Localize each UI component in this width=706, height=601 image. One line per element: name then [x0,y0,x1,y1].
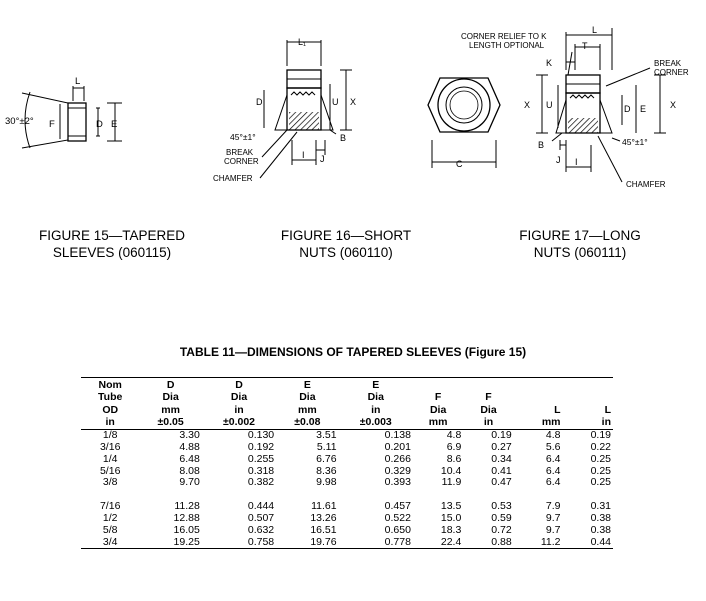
table-cell: 0.266 [384,452,411,465]
figures-drawing [0,0,706,200]
column-header-line: mm [541,415,561,428]
fig15-f-label: F [49,119,55,130]
table-cell: 1/4 [102,452,118,465]
column-header-line [565,392,611,404]
table-cell: 19.76 [276,537,338,549]
table-cell: 18.3 [440,523,462,536]
table-cell: 0.758 [202,537,276,549]
fig15-e-label: E [111,119,118,130]
column-header-line: Dia [367,391,384,404]
column-header-line: L [554,403,561,416]
table-cell: 0.457 [384,500,411,513]
fig17-b-label: B [538,140,545,150]
column-header-line: Dia [230,391,248,404]
table-cell: 8.08 [179,464,200,477]
column-header [514,378,563,430]
table-cell: 0.632 [247,523,275,536]
column-header-line: ±0.003 [359,415,392,428]
fig16-l1-label: L₁ [298,37,307,47]
figure-16-caption [268,227,424,261]
column-header-line: F [485,391,492,404]
table-cell: 6.4 [545,464,561,477]
column-header-line: Dia [429,403,447,416]
table-cell: 5.6 [545,440,561,453]
fig17-l-label: L [592,25,598,35]
table-cell: 0.22 [590,440,611,453]
table-row [81,442,613,454]
table-cell: 0.382 [247,476,275,489]
figure-16-drawing [260,40,352,178]
column-header-line: in [483,415,494,428]
column-header [202,378,276,430]
table-cell: 0.25 [590,452,611,465]
column-header-line: in [105,415,115,428]
table-cell: 22.4 [413,537,463,549]
table-row [81,489,613,513]
table-cell: 0.255 [247,452,275,465]
table-cell: 0.53 [491,500,512,513]
column-header-line [565,380,611,392]
column-header-line: Nom [98,379,122,391]
table-cell: 3/8 [102,476,118,489]
table-cell: 0.507 [247,511,275,524]
table-cell: 16.51 [310,523,337,536]
table-cell: 0.130 [247,429,275,442]
table-header [81,378,613,430]
table-row [81,454,613,466]
fig16-angle-label: 45°±1° [230,132,256,142]
table-cell: 9.7 [545,523,561,536]
table-cell: 0.27 [491,440,512,453]
hex-c-label: C [456,159,463,169]
table-cell: 11.61 [311,500,337,513]
column-header-line: Dia [162,391,179,404]
fig15-d-label: D [96,119,103,130]
column-header-line: mm [298,403,317,416]
table-cell: 0.192 [247,440,275,453]
table-cell: 1/8 [102,429,118,442]
figure-15-drawing [22,86,122,148]
fig17-note-line-2: LENGTH OPTIONAL [469,41,545,50]
table-cell: 6.4 [545,476,561,489]
table-cell: 16.05 [173,523,200,536]
table-cell: 0.19 [590,429,611,442]
column-header-line: Tube [98,391,123,404]
fig17-j-label: J [556,155,561,165]
table-cell: 4.8 [545,429,561,442]
table-header-row [81,378,613,430]
column-header-line: ±0.05 [157,415,184,428]
column-header-line [465,379,511,391]
fig16-i-label: I [302,150,305,160]
fig16-break-label-2: CORNER [224,157,259,166]
table-cell: 0.88 [463,537,513,549]
table-cell: 5/8 [102,523,118,536]
table-row [81,466,613,478]
caption-line: NUTS (060111) [533,245,627,260]
table-cell: 8.36 [316,464,337,477]
table-row [81,430,613,442]
table-cell: 5.11 [316,440,337,453]
table-cell: 0.522 [384,511,411,524]
column-header-line: Dia [480,403,497,416]
column-header [139,378,201,430]
column-header-line: D [235,379,243,391]
caption-line: FIGURE 17—LONG [519,228,641,243]
column-header-line: in [371,403,381,416]
fig16-d-label: D [256,97,263,107]
column-header [81,378,139,430]
table-cell: 0.138 [384,429,411,442]
column-header-line: E [372,379,380,391]
table-cell: 0.393 [384,476,411,489]
table-row [81,525,613,537]
table-cell: 0.38 [590,511,611,524]
hex-nut-end-view [428,78,500,168]
caption-line: FIGURE 16—SHORT [280,228,412,243]
table-cell: 4.88 [179,440,200,453]
column-header-line [516,380,561,392]
table-cell: 19.25 [139,537,201,549]
column-header-line: F [434,391,442,404]
table-cell: 0.444 [247,500,275,513]
table-cell: 0.650 [384,523,411,536]
fig16-x-label: X [350,97,357,107]
table-cell: 0.201 [384,440,411,453]
table-cell: 13.5 [440,500,462,513]
fig17-i-label: I [575,157,578,167]
table-cell: 0.19 [491,429,512,442]
caption-line: NUTS (060110) [299,245,393,260]
column-header [563,378,613,430]
fig16-j-label: J [320,154,325,164]
table-cell: 0.329 [384,464,411,477]
table-cell: 3.30 [179,429,200,442]
dimensions-table [81,377,613,549]
table-cell: 7.9 [545,500,561,513]
table-cell: 5/16 [99,464,121,477]
table-cell: 0.59 [491,511,512,524]
table-cell: 0.38 [590,523,611,536]
table-cell: 6.48 [179,452,200,465]
column-header-line: Dia [299,391,316,404]
table-cell: 3/16 [99,440,121,453]
table-cell: 9.70 [179,476,200,489]
column-header-line: E [303,379,311,391]
fig17-x-label-right: X [670,100,677,110]
fig17-x-label: X [524,100,531,110]
column-header [339,378,413,430]
table-cell: 13.26 [310,511,337,524]
table-cell: 9.7 [545,511,561,524]
column-header-line: in [234,403,244,416]
column-header-line: in [601,415,611,428]
table-cell: 6.4 [545,452,561,465]
table-cell: 0.34 [491,452,512,465]
caption-line: FIGURE 15—TAPERED [38,228,186,243]
fig17-break-label-2: CORNER [654,68,689,77]
column-header-line: mm [161,403,180,416]
table-cell: 6.9 [446,440,462,453]
column-header-line: mm [428,415,448,428]
table-cell: 0.25 [590,476,611,489]
fig16-b-label: B [340,133,347,143]
table-cell: 0.72 [491,523,512,536]
table-row [81,513,613,525]
figure-17-caption [504,227,656,261]
fig17-t-label: T [582,41,588,51]
fig15-angle-label: 30°±2° [5,116,34,127]
table-cell: 3/4 [81,537,139,549]
column-header-line [516,392,561,404]
column-header [413,378,463,430]
column-header-line [415,379,461,391]
table-cell: 7/16 [99,500,121,513]
table-cell: 12.88 [173,511,200,524]
table-cell: 0.44 [563,537,613,549]
table-body [81,430,613,549]
figure-15-caption [30,227,194,261]
table-cell: 15.0 [440,511,462,524]
table-cell: 0.31 [590,500,611,513]
column-header-line: ±0.002 [222,415,256,428]
caption-line: SLEEVES (060115) [52,245,172,260]
fig15-l-label: L [75,76,81,87]
column-header-line: L [604,403,611,416]
table-title: TABLE 11—DIMENSIONS OF TAPERED SLEEVES (Figure 15) [179,345,527,359]
table-row [81,477,613,489]
table-cell: 1/2 [102,511,118,524]
fig16-u-label: U [332,97,339,107]
column-header [276,378,338,430]
fig17-break-label-1: BREAK [654,59,682,68]
fig17-d-label: D [624,104,631,114]
table-cell: 10.4 [440,464,462,477]
fig17-chamfer-label: CHAMFER [626,180,666,189]
table-cell: 0.25 [590,464,611,477]
table-cell: 0.778 [339,537,413,549]
table-cell: 0.41 [491,464,512,477]
table-cell: 0.47 [491,476,512,489]
fig16-break-label-1: BREAK [226,148,254,157]
table-row [81,537,613,549]
fig17-angle-label: 45°±1° [622,137,648,147]
column-header-line: ±0.08 [294,415,321,428]
table-cell: 0.318 [247,464,275,477]
fig17-note-line-1: CORNER RELIEF TO K [461,32,547,41]
column-header [463,378,513,430]
table-cell: 9.98 [316,476,337,489]
table-cell: 11.2 [514,537,563,549]
table-cell: 4.8 [446,429,462,442]
fig17-e-label: E [640,104,647,114]
fig16-chamfer-label: CHAMFER [213,174,253,183]
fig17-k-label: K [546,58,553,68]
table-cell: 6.76 [316,452,337,465]
table-cell: 11.9 [441,476,462,489]
column-header-line: D [166,379,175,391]
fig17-u-label: U [546,100,553,110]
column-header-line: OD [102,403,119,416]
table-cell: 3.51 [316,429,337,442]
table-cell: 11.28 [174,500,200,513]
table-cell: 8.6 [446,452,462,465]
